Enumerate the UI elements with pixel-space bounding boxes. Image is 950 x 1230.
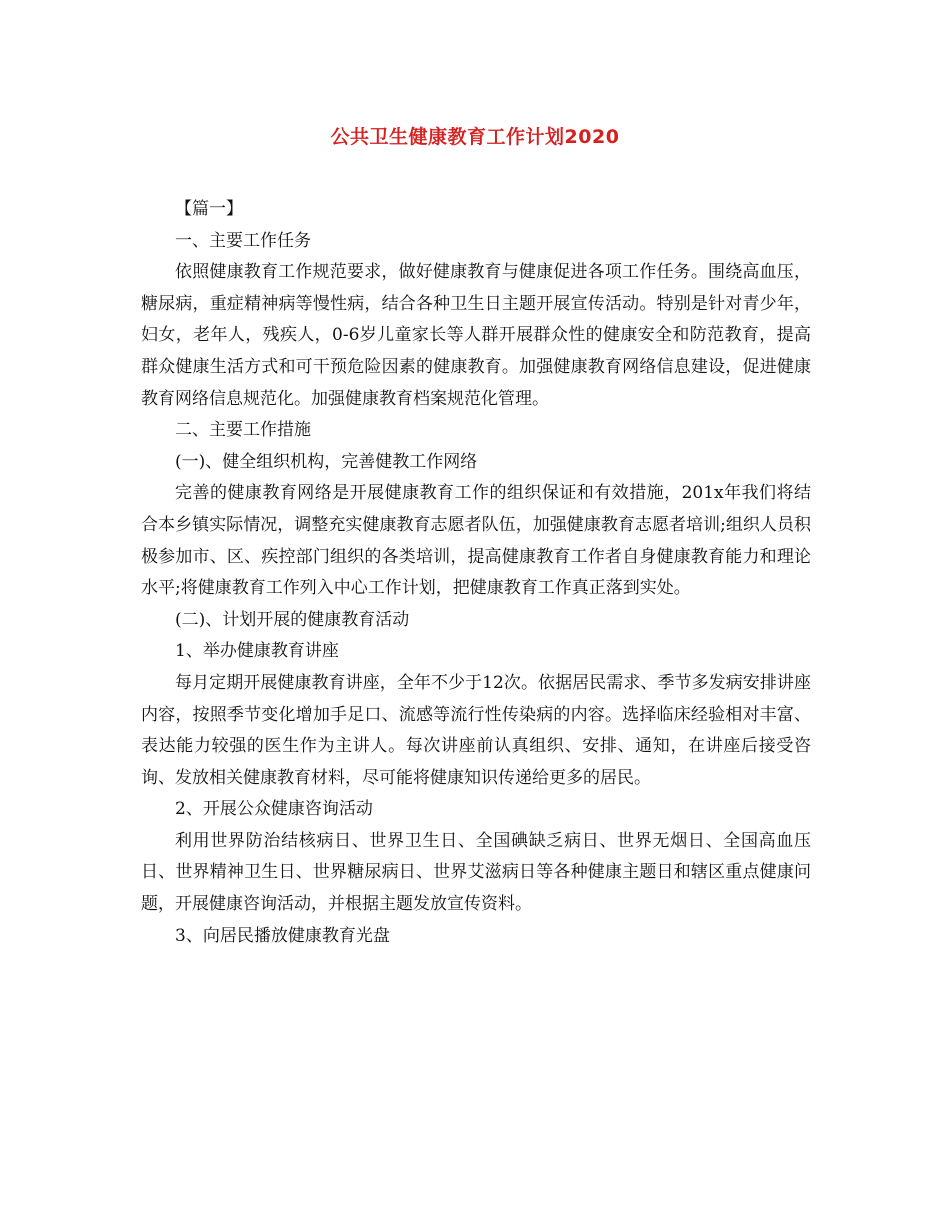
- paragraph-consultation: 利用世界防治结核病日、世界卫生日、全国碘缺乏病日、世界无烟日、全国高血压日、世界精神卫生日、世界糖尿病日、世界艾滋病日等各种健康主题日和辖区重点健康问题，开展健康咨询活动，并根据主题发放宣传资料。: [141, 830, 811, 915]
- section-label: 【篇一】: [175, 199, 243, 219]
- subheading-activities: (二)、计划开展的健康教育活动: [175, 609, 410, 630]
- heading-main-measures: 二、主要工作措施: [175, 420, 311, 441]
- document-body: [141, 194, 811, 952]
- heading-main-tasks: 一、主要工作任务: [175, 230, 311, 251]
- item-video-discs: 3、向居民播放健康教育光盘: [175, 925, 390, 946]
- paragraph-organization: 完善的健康教育网络是开展健康教育工作的组织保证和有效措施，201x年我们将结合本乡镇实际情况，调整充实健康教育志愿者队伍，加强健康教育志愿者培训;组织人员积极参加市、区、疾控部门组织的各类培训，提高健康教育工作者自身健康教育能力和理论水平;将健康教育工作列入中心工作计划，把健康教育工作真正落到实处。: [141, 483, 811, 599]
- paragraph-main-tasks: 依照健康教育工作规范要求，做好健康教育与健康促进各项工作任务。围绕高血压，糖尿病，重症精神病等慢性病，结合各种卫生日主题开展宣传活动。特别是针对青少年，妇女，老年人，残疾人，0-6岁儿童家长等人群开展群众性的健康安全和防范教育，提高群众健康生活方式和可干预危险因素的健康教育。加强健康教育网络信息建设，促进健康教育网络信息规范化。加强健康教育档案规范化管理。: [141, 262, 811, 409]
- item-lectures: 1、举办健康教育讲座: [175, 641, 339, 662]
- subheading-organization: (一)、健全组织机构，完善健教工作网络: [175, 451, 478, 472]
- item-consultation: 2、开展公众健康咨询活动: [175, 799, 373, 820]
- paragraph-lectures: 每月定期开展健康教育讲座，全年不少于12次。依据居民需求、季节多发病安排讲座内容，按照季节变化增加手足口、流感等流行性传染病的内容。选择临床经验相对丰富、表达能力较强的医生作为主讲人。每次讲座前认真组织、安排、通知，在讲座后接受咨询、发放相关健康教育材料，尽可能将健康知识传递给更多的居民。: [141, 672, 811, 788]
- document-title: 公共卫生健康教育工作计划2020: [330, 126, 620, 148]
